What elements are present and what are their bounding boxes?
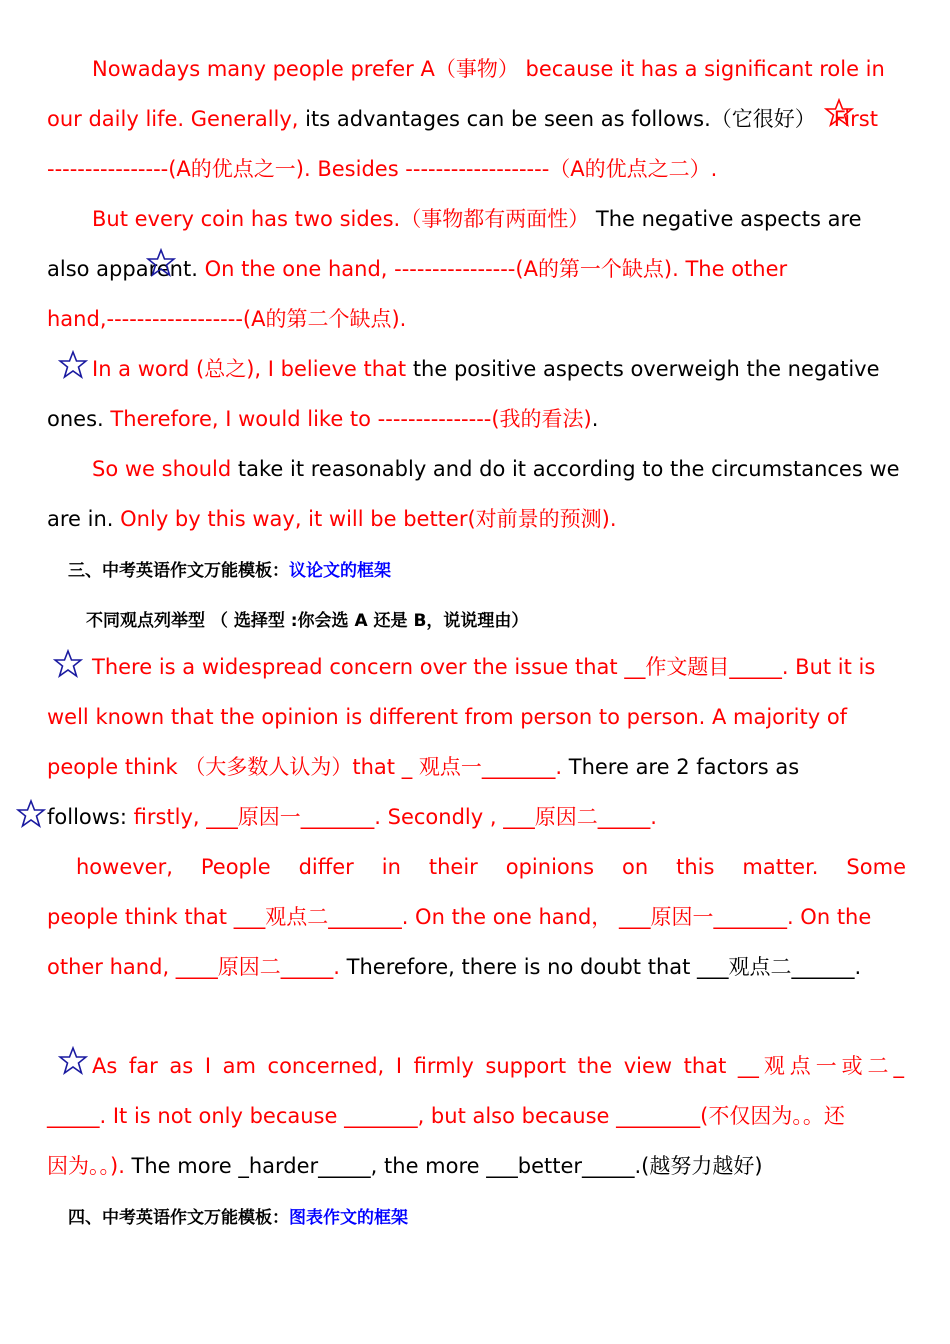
p7-line3-red: 因为。。). bbox=[47, 1154, 132, 1178]
section3-heading-blue: 议论文的框架 bbox=[289, 561, 391, 581]
p4-line2-red: Only by this way, it will be better(对前景的预测). bbox=[120, 507, 617, 531]
p1-line1 bbox=[92, 54, 902, 84]
p5-line1 bbox=[92, 652, 892, 682]
p6-line2-text: people think that ___观点二_______. On the one hand， ___原因一_______. On the bbox=[47, 905, 872, 929]
p3-line1-black: the positive aspects overweigh the negative bbox=[412, 357, 880, 381]
p1-line3-text: ----------------(A的优点之一). Besides -------------------（A的优点之二）. bbox=[47, 157, 718, 181]
p4-line2-black: are in. bbox=[47, 507, 121, 531]
p5-line4-black: follows: bbox=[47, 805, 134, 829]
blue-star-icon bbox=[53, 649, 83, 679]
p1-line1-text: Nowadays many people prefer A（事物） because it has a significant role in bbox=[92, 57, 885, 81]
p1-line2-red: our daily life. Generally, bbox=[47, 107, 306, 131]
p1-line2-black: its advantages can be seen as follows.（它很好） bbox=[305, 107, 816, 131]
p4-line1 bbox=[92, 454, 922, 484]
p6-line1: however, People differ in their opinions on this matter. Some bbox=[76, 855, 906, 879]
p3-line1-red: In a word (总之), I believe that bbox=[92, 357, 413, 381]
p7-line2-text: _____. It is not only because _______, but also because ________(不仅因为。。还 bbox=[47, 1104, 845, 1128]
section3-heading-black: 三、中考英语作文万能模板： bbox=[68, 561, 289, 581]
p7-line3 bbox=[47, 1151, 907, 1181]
p5-line3 bbox=[47, 752, 887, 782]
p7-line3-black: The more _harder_____, the more ___better_____.(越努力越好) bbox=[131, 1154, 763, 1178]
blue-star-icon bbox=[58, 1046, 88, 1076]
p1-line2 bbox=[47, 104, 887, 134]
p2-line2-black: also apparent. bbox=[47, 257, 205, 281]
p1-line3 bbox=[47, 154, 847, 184]
section3-subheading bbox=[86, 606, 950, 636]
p6-line2 bbox=[47, 902, 917, 932]
p3-line2-black: ones. bbox=[47, 407, 111, 431]
p5-line1-text: There is a widespread concern over the issue that __作文题目_____. But it is bbox=[92, 655, 876, 679]
section4-heading bbox=[68, 1203, 950, 1233]
p5-line4-red: firstly, ___原因一_______. Secondly , ___原因二_____. bbox=[133, 805, 657, 829]
p5-line3-black: There are 2 factors as bbox=[562, 755, 800, 779]
section3-heading bbox=[68, 556, 950, 586]
p5-line2 bbox=[47, 702, 887, 732]
p5-line3-red: people think （大多数人认为）that _ 观点一_______. bbox=[47, 755, 563, 779]
p2-line1-black: The negative aspects are bbox=[589, 207, 862, 231]
p5-line2-text: well known that the opinion is different from person to person. A majority of bbox=[47, 705, 848, 729]
section4-heading-blue: 图表作文的框架 bbox=[289, 1208, 408, 1228]
p7-line2 bbox=[47, 1101, 917, 1131]
p3-line2-red: Therefore, I would like to ---------------(我的看法) bbox=[110, 407, 592, 431]
blue-star-icon bbox=[146, 248, 176, 278]
p2-line3 bbox=[47, 304, 847, 334]
section4-heading-black: 四、中考英语作文万能模板： bbox=[68, 1208, 289, 1228]
p2-line1-red: But every coin has two sides.（事物都有两面性） bbox=[92, 207, 590, 231]
section3-subheading-text: 不同观点列举型 （ 选择型 :你会选 A 还是 B，说说理由） bbox=[86, 611, 529, 631]
p3-line1 bbox=[92, 354, 902, 384]
blue-star-icon bbox=[58, 350, 88, 380]
p6-line3 bbox=[47, 952, 917, 982]
p3-line2-end: . bbox=[591, 407, 599, 431]
p1-line2-first: First bbox=[833, 107, 878, 131]
p4-line2 bbox=[47, 504, 887, 534]
p4-line1-black: take it reasonably and do it according to the circumstances we bbox=[237, 457, 900, 481]
p3-line2 bbox=[47, 404, 887, 434]
red-star-icon bbox=[824, 98, 854, 128]
p2-line2-red: On the one hand, ----------------(A的第一个缺点). The other bbox=[204, 257, 788, 281]
p5-line4 bbox=[47, 802, 887, 832]
p6-line3-red: other hand, ____原因二_____. bbox=[47, 955, 340, 979]
p2-line3-text: hand,------------------(A的第二个缺点). bbox=[47, 307, 407, 331]
blue-star-icon bbox=[16, 799, 46, 829]
p7-line1: As far as I am concerned, I firmly support the view that __观点一或二_ bbox=[92, 1054, 904, 1078]
p4-line1-red: So we should bbox=[92, 457, 238, 481]
p2-line1 bbox=[92, 204, 892, 234]
p6-line3-black: Therefore, there is no doubt that ___观点二______. bbox=[339, 955, 862, 979]
